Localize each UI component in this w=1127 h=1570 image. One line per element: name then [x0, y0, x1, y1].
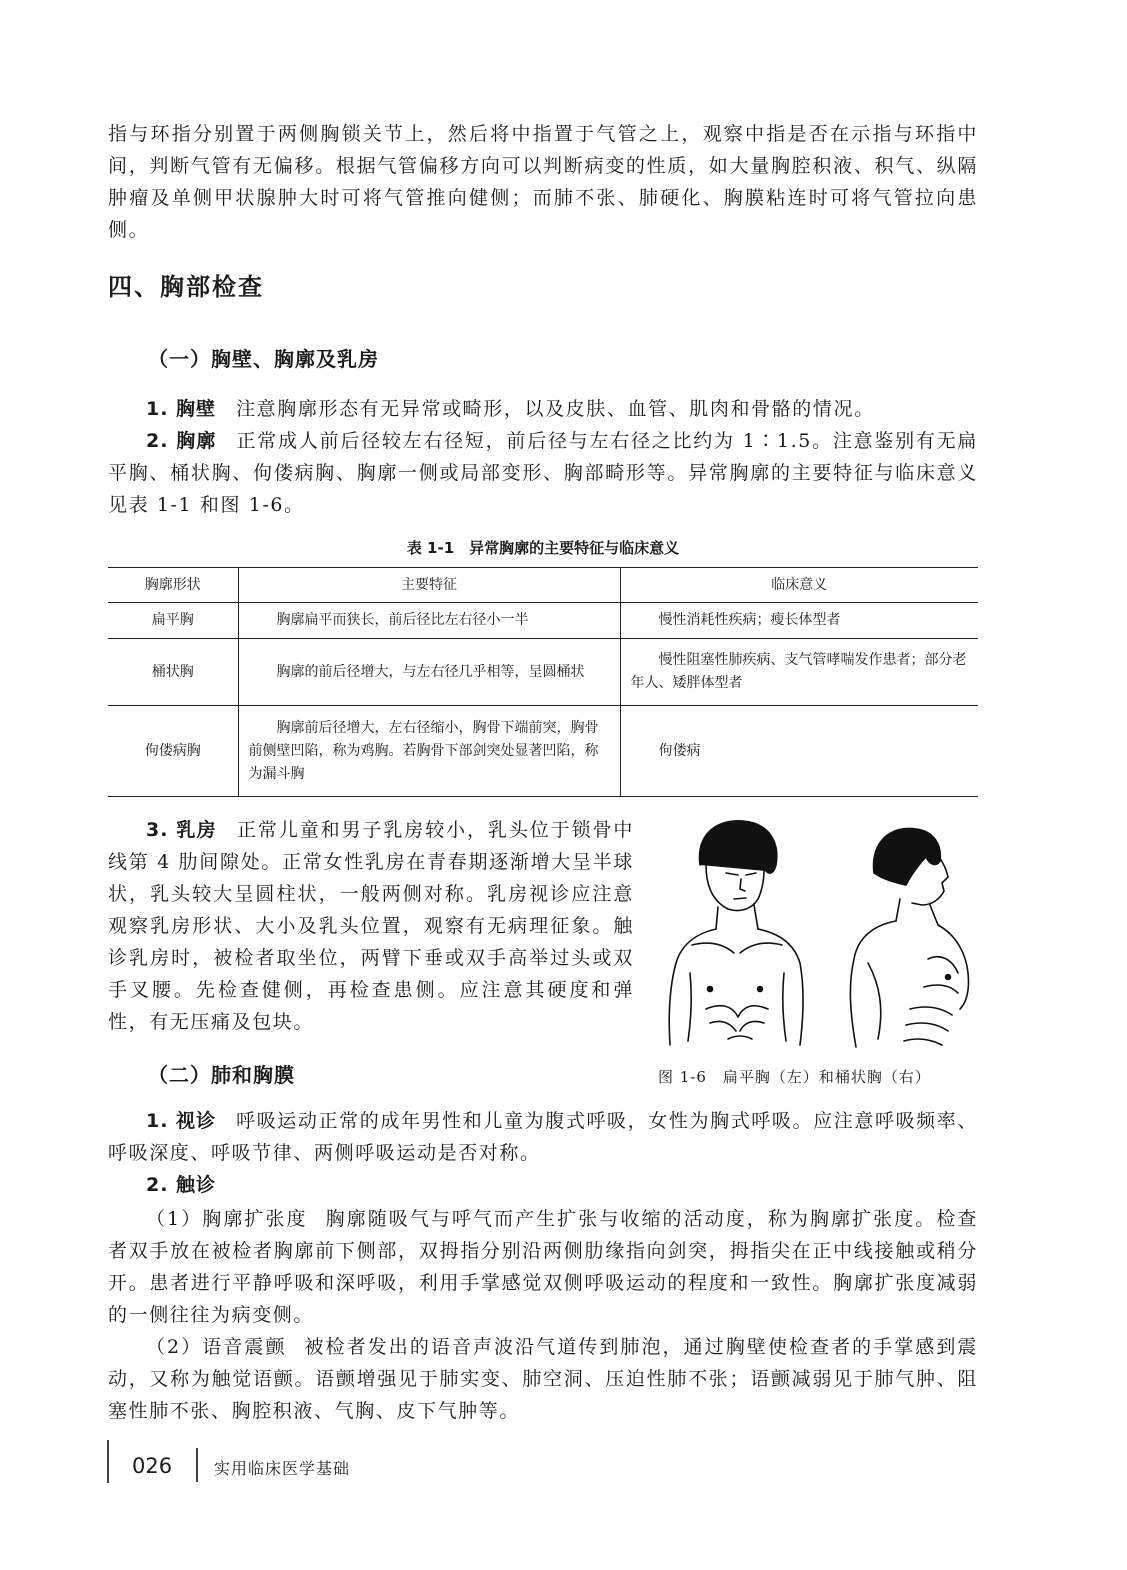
- table-cell: 扁平胸: [108, 603, 238, 639]
- section-title: 四、胸部检查: [108, 273, 264, 301]
- item-lead: 1. 视诊: [146, 1110, 217, 1132]
- paragraph-vocal-fremitus: [108, 1331, 978, 1427]
- table-cell: 桶状胸: [108, 639, 238, 706]
- item-text: 正常成人前后径较左右径短，前后径与左右径之比约为 1∶1.5。注意鉴别有无扁平胸、桶状胸、佝偻病胸、胸廓一侧或局部变形、胸部畸形等。异常胸廓的主要特征与临床意义见表 1-1 和图 1-6。: [108, 430, 978, 516]
- abnormal-thorax-table: [108, 567, 978, 797]
- item-lead: 2. 触诊: [146, 1174, 217, 1196]
- item-text: 正常儿童和男子乳房较小，乳头位于锁骨中线第 4 肋间隙处。正常女性乳房在青春期逐渐增大呈半球状，乳头较大呈圆柱状，一般两侧对称。乳房视诊应注意观察乳房形状、大小及乳头位置，观察有无病理征象。触诊乳房时，被检者取坐位，两臂下垂或双手高举过头或双手叉腰。先检查健侧，再检查患侧。应注意其硬度和弹性，有无压痛及包块。: [108, 819, 634, 1033]
- sub-item-lead: （1）胸廓扩张度: [146, 1208, 308, 1230]
- footer-divider: [196, 1448, 198, 1482]
- table-cell: 胸廓扁平而狭长，前后径比左右径小一半: [238, 603, 620, 639]
- item-lead: 1. 胸壁: [146, 398, 217, 420]
- sub-item-text: 胸廓随吸气与呼气而产生扩张与收缩的活动度，称为胸廓扩张度。检查者双手放在被检者胸廓前下侧部，双拇指分别沿两侧肋缘指向剑突，拇指尖在正中线接触或稍分开。患者进行平静呼吸和深呼吸，利用手掌感觉双侧呼吸运动的程度和一致性。胸廓扩张度减弱的一侧往往为病变侧。: [108, 1208, 978, 1326]
- table-cell: 慢性消耗性疾病；瘦长体型者: [620, 603, 978, 639]
- table-cell: 胸廓前后径增大，左右径缩小，胸骨下端前突，胸骨前侧壁凹陷，称为鸡胸。若胸骨下部剑突处显著凹陷，称为漏斗胸: [238, 706, 620, 797]
- table-cell: 佝偻病: [620, 706, 978, 797]
- item-lead: 3. 乳房: [146, 819, 217, 841]
- paragraph-inspection: [108, 1105, 978, 1169]
- table-header-row: [108, 568, 978, 603]
- paragraph-palpation-heading: [108, 1169, 978, 1201]
- table-row: [108, 603, 978, 639]
- figure-caption: 图 1-6 扁平胸（左）和桶状胸（右）: [658, 1068, 931, 1086]
- barrel-chest-illustration: [850, 828, 968, 1047]
- table-cell: 胸廓的前后径增大，与左右径几乎相等，呈圆桶状: [238, 639, 620, 706]
- book-title: 实用临床医学基础: [214, 1459, 351, 1478]
- table-cell: 佝偻病胸: [108, 706, 238, 797]
- subsection-title-lung-pleura: （二）肺和胸膜: [148, 1063, 295, 1087]
- paragraph-breast: [108, 814, 634, 1038]
- table-caption: 表 1-1 异常胸廓的主要特征与临床意义: [406, 539, 680, 557]
- table-cell: 慢性阻塞性肺疾病、支气管哮喘发作患者；部分老年人、矮胖体型者: [620, 639, 978, 706]
- item-lead: 2. 胸廓: [146, 430, 217, 452]
- footer-left-rule: [107, 1440, 109, 1483]
- figure-flat-and-barrel-chest: [648, 813, 978, 1063]
- sub-item-lead: （2）语音震颤: [146, 1336, 287, 1358]
- paragraph-thoracic-expansion: [108, 1203, 978, 1331]
- table-header-cell: 主要特征: [238, 568, 620, 603]
- intro-paragraph: 指与环指分别置于两侧胸锁关节上，然后将中指置于气管之上，观察中指是否在示指与环指中间，判断气管有无偏移。根据气管偏移方向可以判断病变的性质，如大量胸腔积液、积气、纵隔肿瘤及单侧甲状腺肿大时可将气管推向健侧；而肺不张、肺硬化、胸膜粘连时可将气管拉向患侧。: [108, 123, 978, 241]
- table-row: [108, 639, 978, 706]
- subsection-title-chest-wall: （一）胸壁、胸廓及乳房: [148, 347, 379, 371]
- flat-chest-illustration: [669, 821, 803, 1045]
- table-header-cell: 临床意义: [620, 568, 978, 603]
- item-text: 注意胸廓形态有无异常或畸形，以及皮肤、血管、肌肉和骨骼的情况。: [236, 398, 875, 420]
- paragraph-thorax: [108, 425, 978, 521]
- sub-item-text: 被检者发出的语音声波沿气道传到肺泡，通过胸壁使检查者的手掌感到震动，又称为触觉语颤。语颤增强见于肺实变、肺空洞、压迫性肺不张；语颤减弱见于肺气肿、阻塞性肺不张、胸腔积液、气胸、皮下气肿等。: [108, 1336, 978, 1422]
- table-row: [108, 706, 978, 797]
- item-text: 呼吸运动正常的成年男性和儿童为腹式呼吸，女性为胸式呼吸。应注意呼吸频率、呼吸深度、呼吸节律、两侧呼吸运动是否对称。: [108, 1110, 978, 1164]
- table-header-cell: 胸廓形状: [108, 568, 238, 603]
- page-number: 026: [132, 1454, 173, 1478]
- paragraph-chest-wall: [108, 393, 978, 425]
